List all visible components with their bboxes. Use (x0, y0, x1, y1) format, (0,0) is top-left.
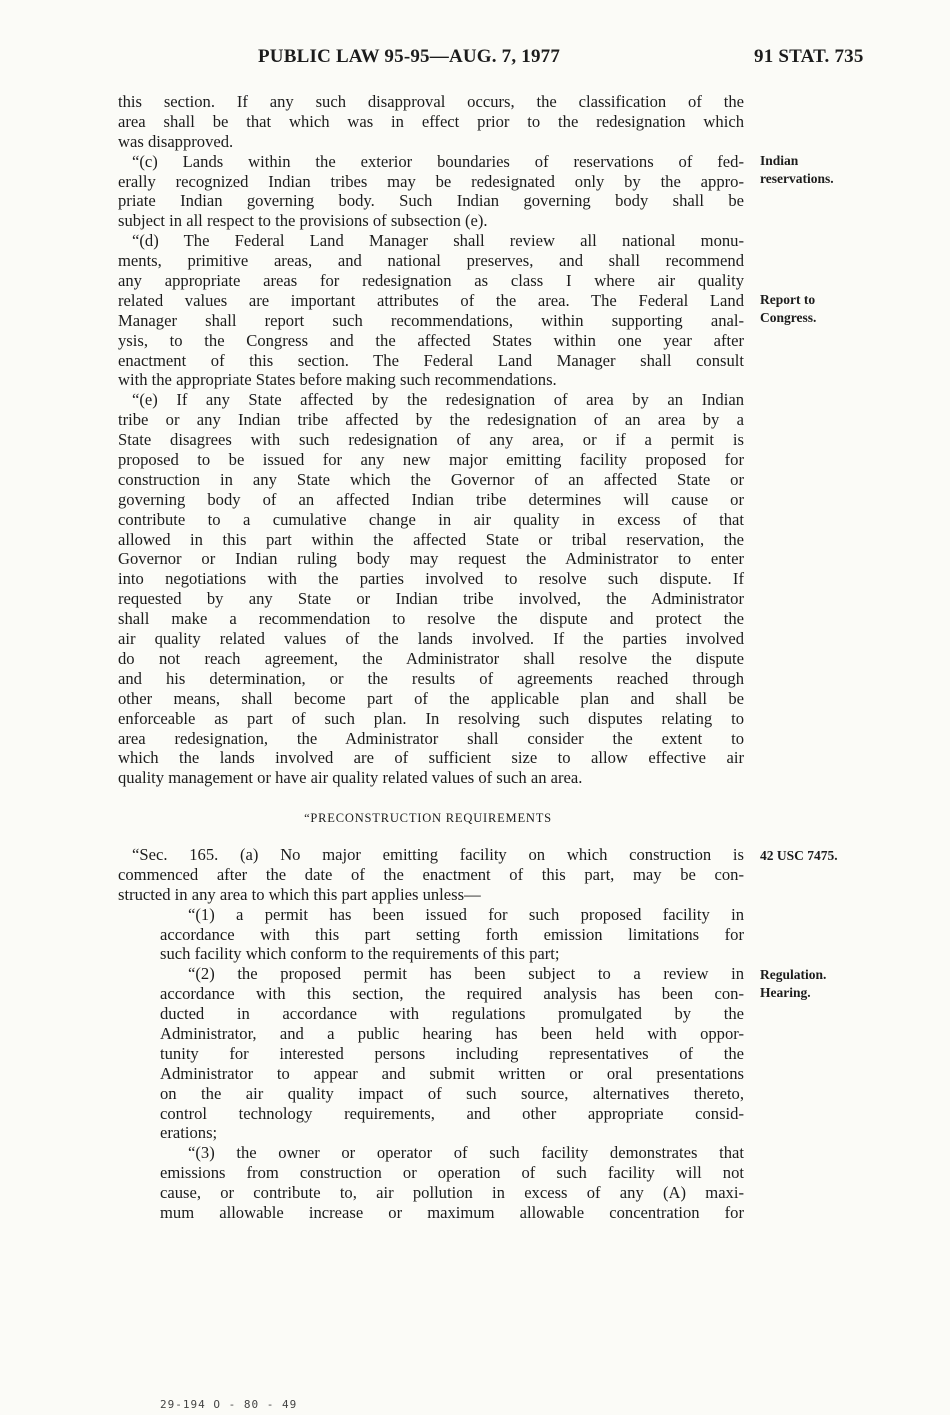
margin-note-line: Hearing. (760, 985, 811, 1000)
statute-body (118, 92, 744, 788)
header-statute-page: 91 STAT. 735 (754, 46, 864, 67)
text-line: other means, shall become part of the applicable plan and shall be (118, 688, 744, 708)
text-line: requested by any State or Indian tribe involved, the Administrator (118, 589, 744, 609)
text-line: into negotiations with the parties involved to resolve such dispute. If (118, 569, 744, 589)
clause-1 (118, 905, 744, 965)
margin-note-line: 42 USC 7475. (760, 848, 838, 863)
section-165-body (118, 845, 744, 1223)
text-line: mum allowable increase or maximum allowable concentration for (160, 1203, 744, 1223)
text-line: Administrator to appear and submit written or oral presentations (160, 1063, 744, 1083)
section-165-intro (118, 845, 744, 905)
margin-note-indian-reservations (760, 152, 834, 188)
clause-3 (118, 1143, 744, 1223)
text-line: accordance with this part setting forth emission limitations for (160, 924, 744, 944)
text-line: tribe or any Indian tribe affected by the redesignation of an area by a (118, 410, 744, 430)
text-line: State disagrees with such redesignation of any area, or if a permit is (118, 430, 744, 450)
text-line: emissions from construction or operation of such facility will not (160, 1163, 744, 1183)
text-line: construction in any State which the Governor of an affected State or (118, 469, 744, 489)
text-line: with the appropriate States before making such recommendations. (118, 370, 557, 390)
text-line: commenced after the date of the enactment of this part, may be con- (118, 864, 744, 884)
text-line: erally recognized Indian tribes may be redesignated only by the appro- (118, 171, 744, 191)
text-line: “Sec. 165. (a) No major emitting facility on which construction is (132, 845, 744, 864)
text-line: allowed in this part within the affected State or tribal reservation, the (118, 529, 744, 549)
section-heading-text: “PRECONSTRUCTION REQUIREMENTS (304, 811, 552, 825)
page-header (0, 46, 950, 76)
text-line: “(2) the proposed permit has been subject to a review in (188, 964, 744, 984)
text-line: accordance with this section, the required analysis has been con- (160, 984, 744, 1004)
text-line: ducted in accordance with regulations promulgated by the (160, 1004, 744, 1024)
text-line: enforceable as part of such plan. In resolving such disputes relating to (118, 708, 744, 728)
paragraph-d (118, 231, 744, 390)
paragraph-c (118, 152, 744, 232)
text-line: structed in any area to which this part applies unless— (118, 884, 481, 904)
section-heading (0, 811, 950, 826)
text-line: area redesignation, the Administrator shall consider the extent to (118, 728, 744, 748)
text-line: “(d) The Federal Land Manager shall review all national monu- (132, 231, 744, 251)
margin-note-line: Regulation. (760, 967, 827, 982)
text-line: proposed to be issued for any new major emitting facility proposed for (118, 450, 744, 470)
text-line: subject in all respect to the provisions of subsection (e). (118, 211, 488, 231)
text-line: ysis, to the Congress and the affected States within one year after (118, 330, 744, 350)
text-line: “(1) a permit has been issued for such proposed facility in (188, 904, 744, 924)
margin-note-line: reservations. (760, 171, 834, 186)
text-line: shall make a recommendation to resolve the dispute and protect the (118, 609, 744, 629)
text-line: Administrator, and a public hearing has been held with oppor- (160, 1024, 744, 1044)
text-line: cause, or contribute to, air pollution in excess of any (A) maxi- (160, 1183, 744, 1203)
text-line: was disapproved. (118, 131, 234, 151)
header-law-title: PUBLIC LAW 95-95—AUG. 7, 1977 (258, 46, 561, 67)
text-line: quality management or have air quality related values of such an area. (118, 768, 583, 788)
clause-2 (118, 964, 744, 1143)
margin-note-report-to-congress (760, 291, 816, 327)
text-line: related values are important attributes of the area. The Federal Land (118, 290, 744, 310)
text-line: enactment of this section. The Federal Land Manager shall consult (118, 350, 744, 370)
text-line: “(c) Lands within the exterior boundaries of reservations of fed- (132, 151, 744, 171)
text-line: priate Indian governing body. Such Indian governing body shall be (118, 191, 744, 211)
text-line: governing body of an affected Indian tribe determines will cause or (118, 489, 744, 509)
paragraph-b-continuation (118, 92, 744, 152)
print-job-number: 29-194 O - 80 - 49 (160, 1398, 298, 1411)
text-line: such facility which conform to the requirements of this part; (160, 944, 560, 964)
margin-note-usc-citation (760, 847, 838, 865)
text-line: control technology requirements, and other appropriate consid- (160, 1103, 744, 1123)
text-line: which the lands involved are of sufficient size to allow effective air (118, 748, 744, 768)
margin-note-line: Report to (760, 292, 816, 307)
text-line: do not reach agreement, the Administrator shall resolve the dispute (118, 648, 744, 668)
text-line: tunity for interested persons including representatives of the (160, 1043, 744, 1063)
text-line: area shall be that which was in effect prior to the redesignation which (118, 111, 744, 131)
text-line: Manager shall report such recommendations, within supporting anal- (118, 310, 744, 330)
text-line: ments, primitive areas, and national preserves, and shall recommend (118, 251, 744, 271)
text-line: “(e) If any State affected by the redesignation of area by an Indian (132, 390, 744, 410)
margin-note-line: Indian (760, 153, 799, 168)
text-line: and his determination, or the results of agreements reached through (118, 668, 744, 688)
text-line: on the air quality impact of such source, alternatives thereto, (160, 1083, 744, 1103)
text-line: this section. If any such disapproval occurs, the classification of the (118, 92, 744, 111)
text-line: Governor or Indian ruling body may request the Administrator to enter (118, 549, 744, 569)
paragraph-e (118, 390, 744, 788)
margin-note-line: Congress. (760, 310, 817, 325)
text-line: any appropriate areas for redesignation as class I where air quality (118, 271, 744, 291)
text-line: contribute to a cumulative change in air quality in excess of that (118, 509, 744, 529)
text-line: erations; (160, 1123, 218, 1143)
text-line: “(3) the owner or operator of such facility demonstrates that (188, 1143, 744, 1163)
text-line: air quality related values of the lands involved. If the parties involved (118, 629, 744, 649)
margin-note-regulation-hearing (760, 966, 826, 1002)
